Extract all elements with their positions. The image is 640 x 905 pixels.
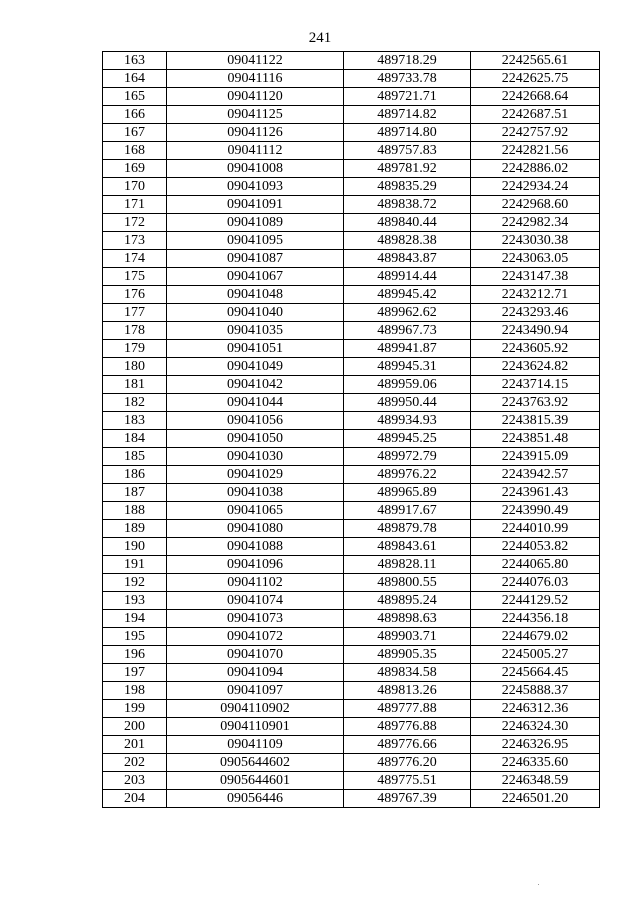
point-id-cell: 09041050 — [167, 430, 344, 448]
y-coordinate-cell: 2242757.92 — [471, 124, 600, 142]
table-row — [103, 610, 600, 628]
point-id-cell: 0905644602 — [167, 754, 344, 772]
x-coordinate-cell: 489879.78 — [344, 520, 471, 538]
y-coordinate-cell: 2242982.34 — [471, 214, 600, 232]
x-coordinate-cell: 489965.89 — [344, 484, 471, 502]
y-coordinate-cell: 2244129.52 — [471, 592, 600, 610]
table-row — [103, 412, 600, 430]
table-row — [103, 592, 600, 610]
table-row — [103, 268, 600, 286]
row-number-cell: 176 — [103, 286, 167, 304]
table-row — [103, 394, 600, 412]
table-row — [103, 700, 600, 718]
table-row — [103, 52, 600, 70]
row-number-cell: 194 — [103, 610, 167, 628]
y-coordinate-cell: 2242968.60 — [471, 196, 600, 214]
y-coordinate-cell: 2242821.56 — [471, 142, 600, 160]
x-coordinate-cell: 489967.73 — [344, 322, 471, 340]
table-row — [103, 340, 600, 358]
row-number-cell: 202 — [103, 754, 167, 772]
point-id-cell: 09041122 — [167, 52, 344, 70]
scan-speck — [538, 884, 539, 885]
point-id-cell: 09041035 — [167, 322, 344, 340]
y-coordinate-cell: 2244679.02 — [471, 628, 600, 646]
point-id-cell: 09041116 — [167, 70, 344, 88]
row-number-cell: 184 — [103, 430, 167, 448]
x-coordinate-cell: 489945.31 — [344, 358, 471, 376]
point-id-cell: 09041056 — [167, 412, 344, 430]
point-id-cell: 09041089 — [167, 214, 344, 232]
y-coordinate-cell: 2246501.20 — [471, 790, 600, 808]
y-coordinate-cell: 2244065.80 — [471, 556, 600, 574]
point-id-cell: 09041091 — [167, 196, 344, 214]
x-coordinate-cell: 489777.88 — [344, 700, 471, 718]
table-row — [103, 628, 600, 646]
y-coordinate-cell: 2243763.92 — [471, 394, 600, 412]
x-coordinate-cell: 489945.42 — [344, 286, 471, 304]
y-coordinate-cell: 2244076.03 — [471, 574, 600, 592]
row-number-cell: 172 — [103, 214, 167, 232]
row-number-cell: 186 — [103, 466, 167, 484]
table-row — [103, 502, 600, 520]
row-number-cell: 166 — [103, 106, 167, 124]
table-row — [103, 250, 600, 268]
x-coordinate-cell: 489781.92 — [344, 160, 471, 178]
y-coordinate-cell: 2242934.24 — [471, 178, 600, 196]
table-row — [103, 232, 600, 250]
row-number-cell: 181 — [103, 376, 167, 394]
y-coordinate-cell: 2243605.92 — [471, 340, 600, 358]
y-coordinate-cell: 2246312.36 — [471, 700, 600, 718]
table-row — [103, 682, 600, 700]
table-row — [103, 430, 600, 448]
row-number-cell: 169 — [103, 160, 167, 178]
row-number-cell: 180 — [103, 358, 167, 376]
row-number-cell: 204 — [103, 790, 167, 808]
point-id-cell: 09041109 — [167, 736, 344, 754]
table-row — [103, 106, 600, 124]
x-coordinate-cell: 489838.72 — [344, 196, 471, 214]
x-coordinate-cell: 489775.51 — [344, 772, 471, 790]
y-coordinate-cell: 2243714.15 — [471, 376, 600, 394]
x-coordinate-cell: 489721.71 — [344, 88, 471, 106]
point-id-cell: 09041094 — [167, 664, 344, 682]
x-coordinate-cell: 489905.35 — [344, 646, 471, 664]
y-coordinate-cell: 2243212.71 — [471, 286, 600, 304]
point-id-cell: 09041112 — [167, 142, 344, 160]
point-id-cell: 0904110901 — [167, 718, 344, 736]
row-number-cell: 193 — [103, 592, 167, 610]
x-coordinate-cell: 489941.87 — [344, 340, 471, 358]
table-row — [103, 772, 600, 790]
y-coordinate-cell: 2243815.39 — [471, 412, 600, 430]
table-row — [103, 88, 600, 106]
row-number-cell: 189 — [103, 520, 167, 538]
table-row — [103, 646, 600, 664]
y-coordinate-cell: 2243990.49 — [471, 502, 600, 520]
x-coordinate-cell: 489757.83 — [344, 142, 471, 160]
table-row — [103, 448, 600, 466]
table-row — [103, 214, 600, 232]
y-coordinate-cell: 2242687.51 — [471, 106, 600, 124]
x-coordinate-cell: 489934.93 — [344, 412, 471, 430]
y-coordinate-cell: 2245005.27 — [471, 646, 600, 664]
row-number-cell: 173 — [103, 232, 167, 250]
table-row — [103, 160, 600, 178]
table-row — [103, 142, 600, 160]
x-coordinate-cell: 489976.22 — [344, 466, 471, 484]
x-coordinate-cell: 489959.06 — [344, 376, 471, 394]
x-coordinate-cell: 489714.80 — [344, 124, 471, 142]
row-number-cell: 168 — [103, 142, 167, 160]
y-coordinate-cell: 2243490.94 — [471, 322, 600, 340]
point-id-cell: 09041074 — [167, 592, 344, 610]
table-row — [103, 304, 600, 322]
point-id-cell: 09041120 — [167, 88, 344, 106]
row-number-cell: 183 — [103, 412, 167, 430]
x-coordinate-cell: 489917.67 — [344, 502, 471, 520]
y-coordinate-cell: 2243624.82 — [471, 358, 600, 376]
point-id-cell: 09041102 — [167, 574, 344, 592]
point-id-cell: 09041126 — [167, 124, 344, 142]
point-id-cell: 0904110902 — [167, 700, 344, 718]
x-coordinate-cell: 489834.58 — [344, 664, 471, 682]
table-row — [103, 556, 600, 574]
row-number-cell: 192 — [103, 574, 167, 592]
table-row — [103, 790, 600, 808]
y-coordinate-cell: 2242625.75 — [471, 70, 600, 88]
x-coordinate-cell: 489800.55 — [344, 574, 471, 592]
row-number-cell: 175 — [103, 268, 167, 286]
x-coordinate-cell: 489733.78 — [344, 70, 471, 88]
row-number-cell: 170 — [103, 178, 167, 196]
y-coordinate-cell: 2246326.95 — [471, 736, 600, 754]
x-coordinate-cell: 489840.44 — [344, 214, 471, 232]
point-id-cell: 09041042 — [167, 376, 344, 394]
row-number-cell: 164 — [103, 70, 167, 88]
table-row — [103, 286, 600, 304]
x-coordinate-cell: 489767.39 — [344, 790, 471, 808]
row-number-cell: 203 — [103, 772, 167, 790]
point-id-cell: 09041044 — [167, 394, 344, 412]
x-coordinate-cell: 489718.29 — [344, 52, 471, 70]
table-row — [103, 358, 600, 376]
point-id-cell: 09041070 — [167, 646, 344, 664]
row-number-cell: 188 — [103, 502, 167, 520]
row-number-cell: 165 — [103, 88, 167, 106]
point-id-cell: 09041073 — [167, 610, 344, 628]
row-number-cell: 195 — [103, 628, 167, 646]
x-coordinate-cell: 489835.29 — [344, 178, 471, 196]
point-id-cell: 09041051 — [167, 340, 344, 358]
row-number-cell: 201 — [103, 736, 167, 754]
y-coordinate-cell: 2245664.45 — [471, 664, 600, 682]
x-coordinate-cell: 489898.63 — [344, 610, 471, 628]
point-id-cell: 0905644601 — [167, 772, 344, 790]
row-number-cell: 174 — [103, 250, 167, 268]
x-coordinate-cell: 489972.79 — [344, 448, 471, 466]
row-number-cell: 200 — [103, 718, 167, 736]
point-id-cell: 09041080 — [167, 520, 344, 538]
point-id-cell: 09041072 — [167, 628, 344, 646]
point-id-cell: 09041029 — [167, 466, 344, 484]
table-row — [103, 376, 600, 394]
point-id-cell: 09041048 — [167, 286, 344, 304]
coordinates-table — [102, 51, 600, 808]
x-coordinate-cell: 489776.88 — [344, 718, 471, 736]
point-id-cell: 09041065 — [167, 502, 344, 520]
table-row — [103, 322, 600, 340]
x-coordinate-cell: 489945.25 — [344, 430, 471, 448]
y-coordinate-cell: 2243915.09 — [471, 448, 600, 466]
row-number-cell: 191 — [103, 556, 167, 574]
table-row — [103, 178, 600, 196]
row-number-cell: 177 — [103, 304, 167, 322]
y-coordinate-cell: 2243147.38 — [471, 268, 600, 286]
point-id-cell: 09041008 — [167, 160, 344, 178]
row-number-cell: 199 — [103, 700, 167, 718]
point-id-cell: 09041125 — [167, 106, 344, 124]
table-row — [103, 520, 600, 538]
x-coordinate-cell: 489828.38 — [344, 232, 471, 250]
row-number-cell: 179 — [103, 340, 167, 358]
row-number-cell: 187 — [103, 484, 167, 502]
y-coordinate-cell: 2245888.37 — [471, 682, 600, 700]
table-row — [103, 70, 600, 88]
table-row — [103, 718, 600, 736]
row-number-cell: 163 — [103, 52, 167, 70]
y-coordinate-cell: 2244356.18 — [471, 610, 600, 628]
page-number: 241 — [308, 30, 332, 46]
x-coordinate-cell: 489950.44 — [344, 394, 471, 412]
point-id-cell: 09041095 — [167, 232, 344, 250]
table-row — [103, 196, 600, 214]
row-number-cell: 167 — [103, 124, 167, 142]
point-id-cell: 09041087 — [167, 250, 344, 268]
y-coordinate-cell: 2246348.59 — [471, 772, 600, 790]
row-number-cell: 185 — [103, 448, 167, 466]
x-coordinate-cell: 489914.44 — [344, 268, 471, 286]
table-row — [103, 574, 600, 592]
point-id-cell: 09041093 — [167, 178, 344, 196]
y-coordinate-cell: 2242668.64 — [471, 88, 600, 106]
y-coordinate-cell: 2244010.99 — [471, 520, 600, 538]
y-coordinate-cell: 2244053.82 — [471, 538, 600, 556]
x-coordinate-cell: 489962.62 — [344, 304, 471, 322]
point-id-cell: 09041088 — [167, 538, 344, 556]
y-coordinate-cell: 2243063.05 — [471, 250, 600, 268]
x-coordinate-cell: 489828.11 — [344, 556, 471, 574]
table-row — [103, 124, 600, 142]
y-coordinate-cell: 2243030.38 — [471, 232, 600, 250]
row-number-cell: 198 — [103, 682, 167, 700]
point-id-cell: 09041049 — [167, 358, 344, 376]
table-row — [103, 736, 600, 754]
point-id-cell: 09041038 — [167, 484, 344, 502]
row-number-cell: 197 — [103, 664, 167, 682]
x-coordinate-cell: 489776.66 — [344, 736, 471, 754]
table-row — [103, 538, 600, 556]
x-coordinate-cell: 489903.71 — [344, 628, 471, 646]
y-coordinate-cell: 2243293.46 — [471, 304, 600, 322]
point-id-cell: 09041097 — [167, 682, 344, 700]
x-coordinate-cell: 489843.87 — [344, 250, 471, 268]
table-row — [103, 754, 600, 772]
x-coordinate-cell: 489843.61 — [344, 538, 471, 556]
point-id-cell: 09041040 — [167, 304, 344, 322]
row-number-cell: 178 — [103, 322, 167, 340]
table-row — [103, 484, 600, 502]
point-id-cell: 09056446 — [167, 790, 344, 808]
row-number-cell: 190 — [103, 538, 167, 556]
point-id-cell: 09041030 — [167, 448, 344, 466]
x-coordinate-cell: 489776.20 — [344, 754, 471, 772]
y-coordinate-cell: 2242565.61 — [471, 52, 600, 70]
y-coordinate-cell: 2242886.02 — [471, 160, 600, 178]
table-row — [103, 664, 600, 682]
row-number-cell: 196 — [103, 646, 167, 664]
x-coordinate-cell: 489895.24 — [344, 592, 471, 610]
row-number-cell: 182 — [103, 394, 167, 412]
y-coordinate-cell: 2243942.57 — [471, 466, 600, 484]
coordinates-table-body — [103, 52, 600, 808]
x-coordinate-cell: 489714.82 — [344, 106, 471, 124]
y-coordinate-cell: 2246324.30 — [471, 718, 600, 736]
y-coordinate-cell: 2243851.48 — [471, 430, 600, 448]
point-id-cell: 09041096 — [167, 556, 344, 574]
y-coordinate-cell: 2243961.43 — [471, 484, 600, 502]
point-id-cell: 09041067 — [167, 268, 344, 286]
y-coordinate-cell: 2246335.60 — [471, 754, 600, 772]
x-coordinate-cell: 489813.26 — [344, 682, 471, 700]
table-row — [103, 466, 600, 484]
row-number-cell: 171 — [103, 196, 167, 214]
